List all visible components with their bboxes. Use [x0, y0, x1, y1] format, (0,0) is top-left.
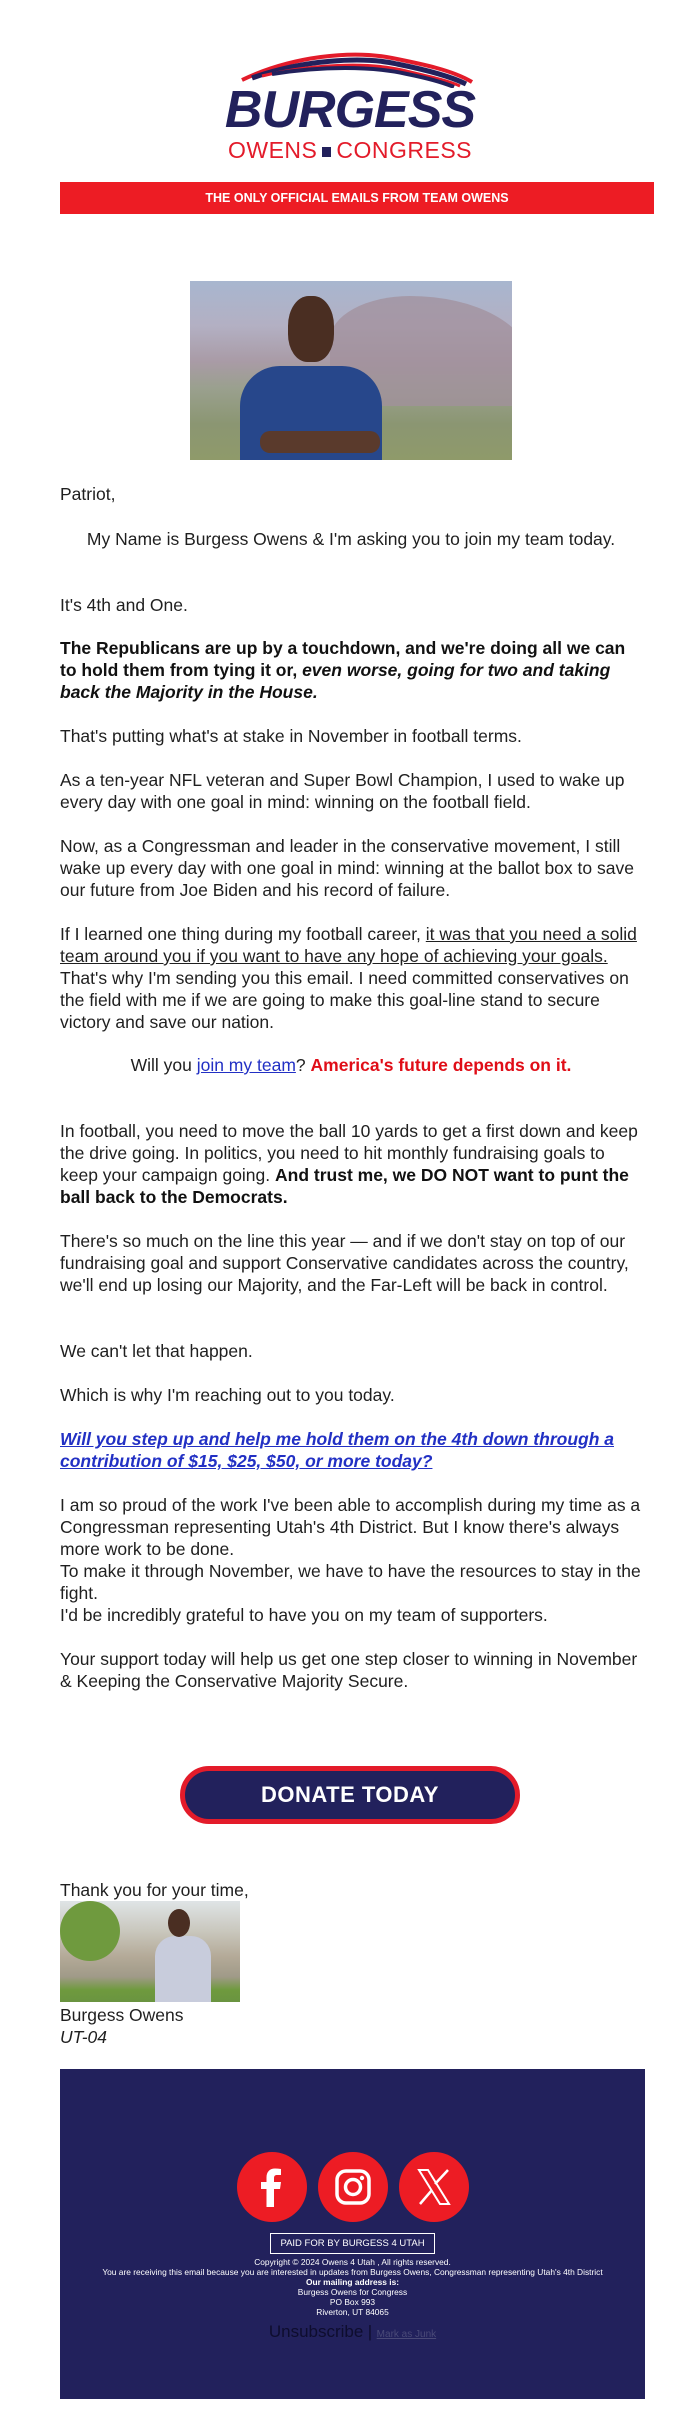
paragraph: We can't let that happen.	[60, 1341, 253, 1361]
hero-person-arms	[260, 431, 380, 453]
signature-district: UT-04	[60, 2027, 108, 2047]
official-emails-banner: THE ONLY OFFICIAL EMAILS FROM TEAM OWENS	[60, 182, 654, 214]
text: Will you	[130, 1055, 197, 1075]
paragraph: Now, as a Congressman and leader in the conservative movement, I still wake up every day with one goal in mind: winning at the ballot box to save our future from Joe Biden and his record of failure.	[60, 836, 634, 900]
facebook-link[interactable]	[237, 2152, 307, 2222]
signature-name: Burgess Owens	[60, 2005, 184, 2025]
photo-person	[155, 1936, 211, 2002]
paragraph: It's 4th and One.	[60, 595, 188, 615]
bold-text: The Republicans are up by a touchdown, and we're doing all we can to hold them from tying it or,	[60, 638, 626, 680]
contribution-link[interactable]: Will you step up and help me hold them on the 4th down through a contribution of $15, $25, $50, or more today?	[60, 1429, 614, 1471]
logo-congress: CONGRESS	[336, 137, 473, 163]
paragraph: To make it through November, we have to have the resources to stay in the fight.	[60, 1561, 641, 1603]
hero-image	[190, 281, 512, 460]
intro-line: My Name is Burgess Owens & I'm asking you to join my team today.	[86, 529, 616, 549]
signature-photo	[60, 1901, 240, 2002]
instagram-link[interactable]	[318, 2152, 388, 2222]
mailing-label: Our mailing address is:	[305, 2277, 400, 2287]
paragraph	[60, 923, 642, 1033]
logo-owens: OWENS	[227, 137, 318, 163]
text: ?	[295, 1055, 311, 1075]
photo-person-head	[168, 1909, 190, 1937]
social-links	[60, 2152, 645, 2222]
address-line: PO Box 993	[329, 2297, 376, 2307]
emphasis-text: America's future depends on it.	[310, 1055, 572, 1075]
paragraph: Your support today will help us get one step closer to winning in November & Keeping the Conservative Majority Secure.	[60, 1649, 638, 1691]
subscription-reason: You are receiving this email because you are interested in updates from Burgess Owens, Congressman representing Utah's 4th District	[102, 2267, 603, 2277]
facebook-icon	[254, 2167, 290, 2207]
utah-shape-icon	[322, 147, 331, 157]
unsubscribe-row	[60, 2322, 645, 2342]
paragraph: That's putting what's at stake in November in football terms.	[60, 726, 522, 746]
donate-today-button[interactable]: DONATE TODAY	[180, 1766, 520, 1824]
signoff: Thank you for your time,	[60, 1880, 249, 1900]
paragraph: There's so much on the line this year — and if we don't stay on top of our fundraising goal and support Conservative candidates across the country, we'll end up losing our Majority, and the Far-Left will be back in control.	[60, 1231, 629, 1295]
legal-info	[60, 2257, 645, 2317]
join-my-team-link[interactable]: join my team	[196, 1055, 296, 1075]
campaign-logo[interactable]	[222, 48, 478, 163]
join-ask-line	[60, 1054, 642, 1076]
bold-italic-text: even worse, going for two and taking back the Majority in the House.	[60, 660, 611, 702]
text: In football, you need to move the ball 10 yards to get a first down and keep the drive going. In politics, you need to hit monthly fundraising goals to keep your campaign going.	[60, 1121, 638, 1185]
donate-button-container	[180, 1766, 520, 1824]
address-line: Riverton, UT 84065	[316, 2307, 389, 2317]
email-footer	[60, 2069, 645, 2399]
paragraph: As a ten-year NFL veteran and Super Bowl Champion, I used to wake up every day with one goal in mind: winning on the football field.	[60, 770, 625, 812]
mark-as-junk-link[interactable]: Mark as Junk	[376, 2329, 437, 2340]
hero-person-head	[288, 296, 334, 362]
paragraph: Which is why I'm reaching out to you today.	[60, 1385, 395, 1405]
x-icon	[416, 2167, 452, 2207]
photo-tree	[60, 1901, 120, 1961]
paragraph: I'd be incredibly grateful to have you on my team of supporters.	[60, 1605, 548, 1625]
copyright: Copyright © 2024 Owens 4 Utah , All rights reserved.	[254, 2257, 451, 2267]
instagram-icon	[334, 2168, 372, 2206]
greeting: Patriot,	[60, 484, 116, 504]
separator: |	[367, 2322, 373, 2341]
bold-text: And trust me, we DO NOT want to punt the ball back to the Democrats.	[60, 1165, 629, 1207]
x-link[interactable]	[399, 2152, 469, 2222]
unsubscribe-link[interactable]: Unsubscribe	[268, 2322, 364, 2341]
paid-for-disclaimer: PAID FOR BY BURGESS 4 UTAH	[270, 2233, 435, 2254]
paragraph: I am so proud of the work I've been able to accomplish during my time as a Congressman representing Utah's 4th District. But I know there's always more work to be done.	[60, 1495, 641, 1559]
text: If I learned one thing during my football career,	[60, 924, 426, 944]
cta-paragraph	[60, 1428, 642, 1472]
logo-subtitle	[222, 138, 478, 162]
paragraph	[60, 1120, 642, 1208]
text: That's why I'm sending you this email. I need committed conservatives on the field with me if we are going to make this goal-line stand to secure victory and save our nation.	[60, 968, 629, 1032]
paragraph-bold	[60, 637, 642, 703]
underlined-text: it was that you need a solid team around you if you want to have any hope of achieving your goals.	[60, 924, 637, 966]
logo-name: BURGESS	[224, 81, 476, 139]
address-line: Burgess Owens for Congress	[297, 2287, 408, 2297]
